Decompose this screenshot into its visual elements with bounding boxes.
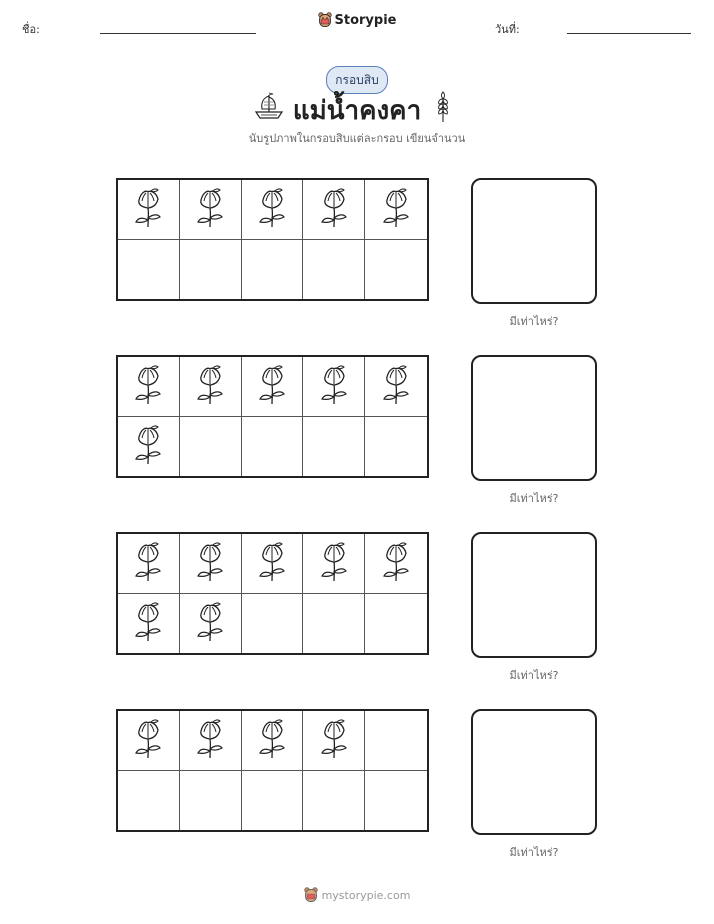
flower-icon xyxy=(317,541,351,585)
ten-frame xyxy=(116,178,429,301)
date-label: วันที่: xyxy=(495,23,520,36)
flower-icon xyxy=(131,187,165,231)
frame-cell xyxy=(180,417,242,477)
frame-cell xyxy=(242,357,304,417)
answer-question: มีเท่าไหร่? xyxy=(509,492,559,505)
footer xyxy=(0,887,714,906)
footer-url: mystorypie.com xyxy=(321,888,411,902)
frame-cell xyxy=(180,240,242,300)
frame-cell xyxy=(180,357,242,417)
brand xyxy=(0,12,714,32)
answer-question: มีเท่าไหร่? xyxy=(509,846,559,859)
flower-icon xyxy=(193,364,227,408)
flower-icon xyxy=(193,718,227,762)
frame-cell xyxy=(118,771,180,831)
frame-cell xyxy=(365,771,427,831)
frame-cell xyxy=(118,240,180,300)
date-field[interactable] xyxy=(567,33,691,34)
frame-cell xyxy=(118,417,180,477)
frame-cell xyxy=(303,417,365,477)
flower-icon xyxy=(131,541,165,585)
frame-cell xyxy=(242,594,304,654)
answer-question: มีเท่าไหร่? xyxy=(509,315,559,328)
flower-icon xyxy=(379,364,413,408)
flower-icon xyxy=(379,541,413,585)
flower-icon xyxy=(255,187,289,231)
bear-logo-icon xyxy=(304,887,318,903)
frame-cell xyxy=(365,357,427,417)
frame-cell xyxy=(303,180,365,240)
frame-cell xyxy=(180,594,242,654)
frame-cell xyxy=(118,180,180,240)
answer-box[interactable] xyxy=(471,532,597,658)
flower-icon xyxy=(131,364,165,408)
flower-icon xyxy=(379,187,413,231)
flower-icon xyxy=(131,718,165,762)
bear-logo-icon xyxy=(318,12,332,28)
ten-frame xyxy=(116,532,429,655)
frame-cell xyxy=(365,534,427,594)
flower-icon xyxy=(193,601,227,645)
flower-icon xyxy=(317,718,351,762)
frame-cell xyxy=(303,711,365,771)
flower-icon xyxy=(131,601,165,645)
frame-cell xyxy=(180,711,242,771)
frame-cell xyxy=(118,711,180,771)
frame-cell xyxy=(303,771,365,831)
name-field[interactable] xyxy=(100,33,256,34)
frame-cell xyxy=(365,594,427,654)
frame-cell xyxy=(118,357,180,417)
flower-icon xyxy=(255,541,289,585)
frame-cell xyxy=(242,240,304,300)
frame-cell xyxy=(303,240,365,300)
frame-cell xyxy=(180,534,242,594)
instructions: นับรูปภาพในกรอบสิบแต่ละกรอบ เขียนจำนวน xyxy=(248,132,466,145)
frame-cell xyxy=(242,417,304,477)
flower-icon xyxy=(317,187,351,231)
name-label: ชื่อ: xyxy=(22,23,40,36)
flower-icon xyxy=(193,187,227,231)
ten-frame xyxy=(116,709,429,832)
flower-icon xyxy=(131,424,165,468)
frame-cell xyxy=(242,180,304,240)
answer-box[interactable] xyxy=(471,178,597,304)
flower-icon xyxy=(317,364,351,408)
ten-frame xyxy=(116,355,429,478)
answer-box[interactable] xyxy=(471,355,597,481)
frame-cell xyxy=(365,417,427,477)
flower-icon xyxy=(255,718,289,762)
flower-icon xyxy=(255,364,289,408)
frame-cell xyxy=(118,594,180,654)
wheat-icon xyxy=(436,91,450,123)
frame-cell xyxy=(365,180,427,240)
answer-box[interactable] xyxy=(471,709,597,835)
answer-question: มีเท่าไหร่? xyxy=(509,669,559,682)
frame-cell xyxy=(242,711,304,771)
frame-cell xyxy=(303,534,365,594)
frame-cell xyxy=(242,771,304,831)
frame-cell xyxy=(365,711,427,771)
frame-cell xyxy=(180,180,242,240)
frame-cell xyxy=(303,594,365,654)
flower-icon xyxy=(193,541,227,585)
frame-cell xyxy=(365,240,427,300)
page-title: แม่น้ำคงคา xyxy=(292,96,422,126)
frame-cell xyxy=(118,534,180,594)
frame-cell xyxy=(242,534,304,594)
topic-badge: กรอบสิบ xyxy=(326,66,388,94)
brand-name: Storypie xyxy=(334,12,397,28)
frame-cell xyxy=(303,357,365,417)
frame-cell xyxy=(180,771,242,831)
